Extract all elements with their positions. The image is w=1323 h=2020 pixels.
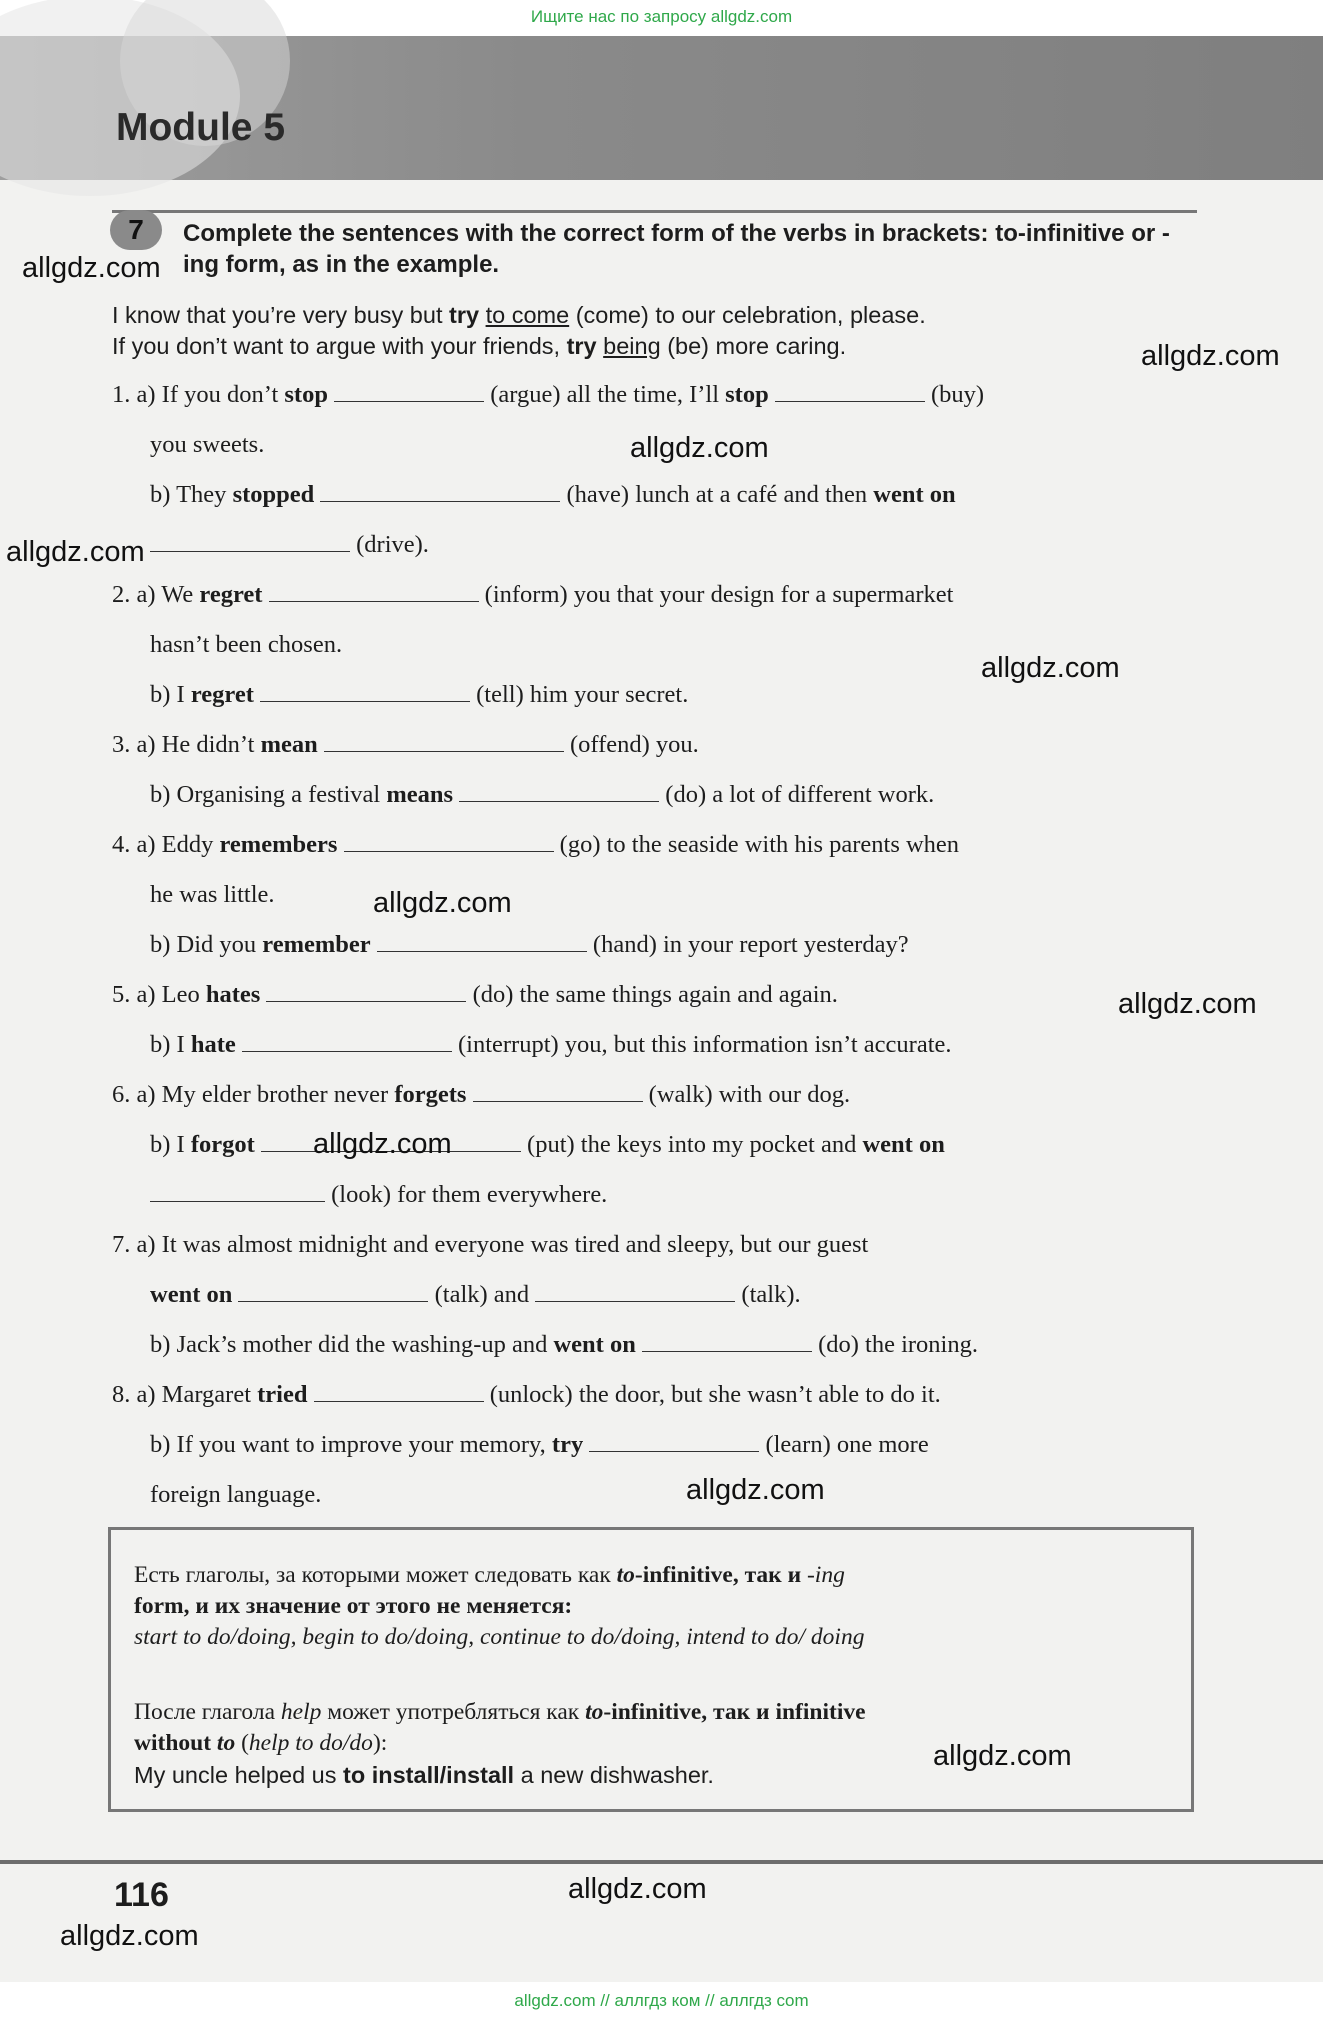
answer-blank[interactable] — [473, 1083, 643, 1102]
note-paragraph: После глагола help может употребляться как to-infinitive, так и infinitive without to (help to do/do): — [134, 1699, 866, 1756]
exercise-line: b) I hate (interrupt) you, but this information isn’t accurate. — [150, 1031, 952, 1058]
answer-blank[interactable] — [320, 483, 560, 502]
exercise-line: 3. a) He didn’t mean (offend) you. — [112, 731, 699, 758]
exercise-line: hasn’t been chosen. — [150, 631, 343, 658]
watermark: allgdz.com — [60, 1920, 199, 1952]
answer-blank[interactable] — [459, 783, 659, 802]
example-sentence-2: If you don’t want to argue with your friends, try being (be) more caring. — [112, 333, 847, 359]
note-paragraph: Есть глаголы, за которыми может следовать как to-infinitive, так и -ing form, и их значение от этого не меняется: — [134, 1562, 845, 1619]
watermark: allgdz.com — [22, 252, 161, 284]
answer-blank[interactable] — [260, 683, 470, 702]
answer-blank[interactable] — [642, 1333, 812, 1352]
exercise-line: went on (talk) and (talk). — [150, 1281, 801, 1308]
exercise-line: 6. a) My elder brother never forgets (walk) with our dog. — [112, 1081, 851, 1108]
exercise-line: b) Jack’s mother did the washing-up and went on (do) the ironing. — [150, 1331, 978, 1358]
answer-blank[interactable] — [269, 583, 479, 602]
module-title: Module 5 — [116, 106, 286, 149]
exercise-line: 2. a) We regret (inform) you that your design for a supermarket — [112, 581, 954, 608]
exercise-line: 7. a) It was almost midnight and everyone was tired and sleepy, but our guest — [112, 1231, 869, 1258]
exercise-line: (drive). — [150, 531, 429, 559]
exercise-line: b) Organising a festival means (do) a lot of different work. — [150, 781, 935, 808]
watermark: allgdz.com — [1141, 340, 1280, 372]
answer-blank[interactable] — [314, 1383, 484, 1402]
exercise-line: 5. a) Leo hates (do) the same things again and again. — [112, 981, 838, 1008]
watermark: allgdz.com — [6, 536, 145, 568]
exercise-line: 1. a) If you don’t stop (argue) all the time, I’ll stop (buy) — [112, 381, 985, 408]
exercise-line: 8. a) Margaret tried (unlock) the door, but she wasn’t able to do it. — [112, 1381, 941, 1408]
note-example-sentence: My uncle helped us to install/install a new dishwasher. — [134, 1762, 714, 1788]
top-banner[interactable]: Ищите нас по запросу allgdz.com — [0, 0, 1323, 36]
divider — [112, 210, 1197, 213]
answer-blank[interactable] — [589, 1433, 759, 1452]
exercise-line: foreign language. — [150, 1481, 322, 1508]
answer-blank[interactable] — [334, 383, 484, 402]
exercise-line: he was little. — [150, 881, 275, 908]
example-answer: to come — [485, 302, 570, 328]
watermark: allgdz.com — [568, 1873, 707, 1905]
example-answer: being — [603, 333, 661, 359]
module-header — [0, 36, 1323, 180]
answer-blank[interactable] — [775, 383, 925, 402]
answer-blank[interactable] — [238, 1283, 428, 1302]
exercise-line: (look) for them everywhere. — [150, 1181, 607, 1209]
page-number: 116 — [114, 1876, 169, 1914]
example-sentence-1: I know that you’re very busy but try to come (come) to our celebration, please. — [112, 302, 926, 328]
note-examples: start to do/doing, begin to do/doing, continue to do/doing, intend to do/ doing — [134, 1624, 865, 1650]
footer-links[interactable]: allgdz.com // аллгдз ком // аллгдз com — [0, 1982, 1323, 2020]
answer-blank[interactable] — [242, 1033, 452, 1052]
answer-blank[interactable] — [377, 933, 587, 952]
task-instruction: Complete the sentences with the correct form of the verbs in brackets: to-infinitive or -ing form, as in the example. — [183, 220, 1170, 278]
watermark: allgdz.com — [313, 1128, 452, 1160]
exercise-line: b) Did you remember (hand) in your report yesterday? — [150, 931, 909, 958]
exercise-line: 4. a) Eddy remembers (go) to the seaside with his parents when — [112, 831, 960, 858]
exercise-line: b) I regret (tell) him your secret. — [150, 681, 689, 708]
task-number-badge: 7 — [110, 210, 162, 250]
watermark: allgdz.com — [686, 1474, 825, 1506]
answer-blank[interactable] — [150, 533, 350, 552]
divider — [0, 1860, 1323, 1864]
answer-blank[interactable] — [344, 833, 554, 852]
exercise-line: b) I forgot (put) the keys into my pocket and went on — [150, 1131, 945, 1158]
watermark: allgdz.com — [933, 1740, 1072, 1772]
answer-blank[interactable] — [266, 983, 466, 1002]
watermark: allgdz.com — [373, 887, 512, 919]
exercise-line: b) If you want to improve your memory, try (learn) one more — [150, 1431, 929, 1458]
answer-blank[interactable] — [535, 1283, 735, 1302]
watermark: allgdz.com — [1118, 988, 1257, 1020]
answer-blank[interactable] — [150, 1183, 325, 1202]
watermark: allgdz.com — [981, 652, 1120, 684]
watermark: allgdz.com — [630, 432, 769, 464]
exercise-line: you sweets. — [150, 431, 265, 458]
answer-blank[interactable] — [324, 733, 564, 752]
exercise-line: b) They stopped (have) lunch at a café and then went on — [150, 481, 956, 508]
